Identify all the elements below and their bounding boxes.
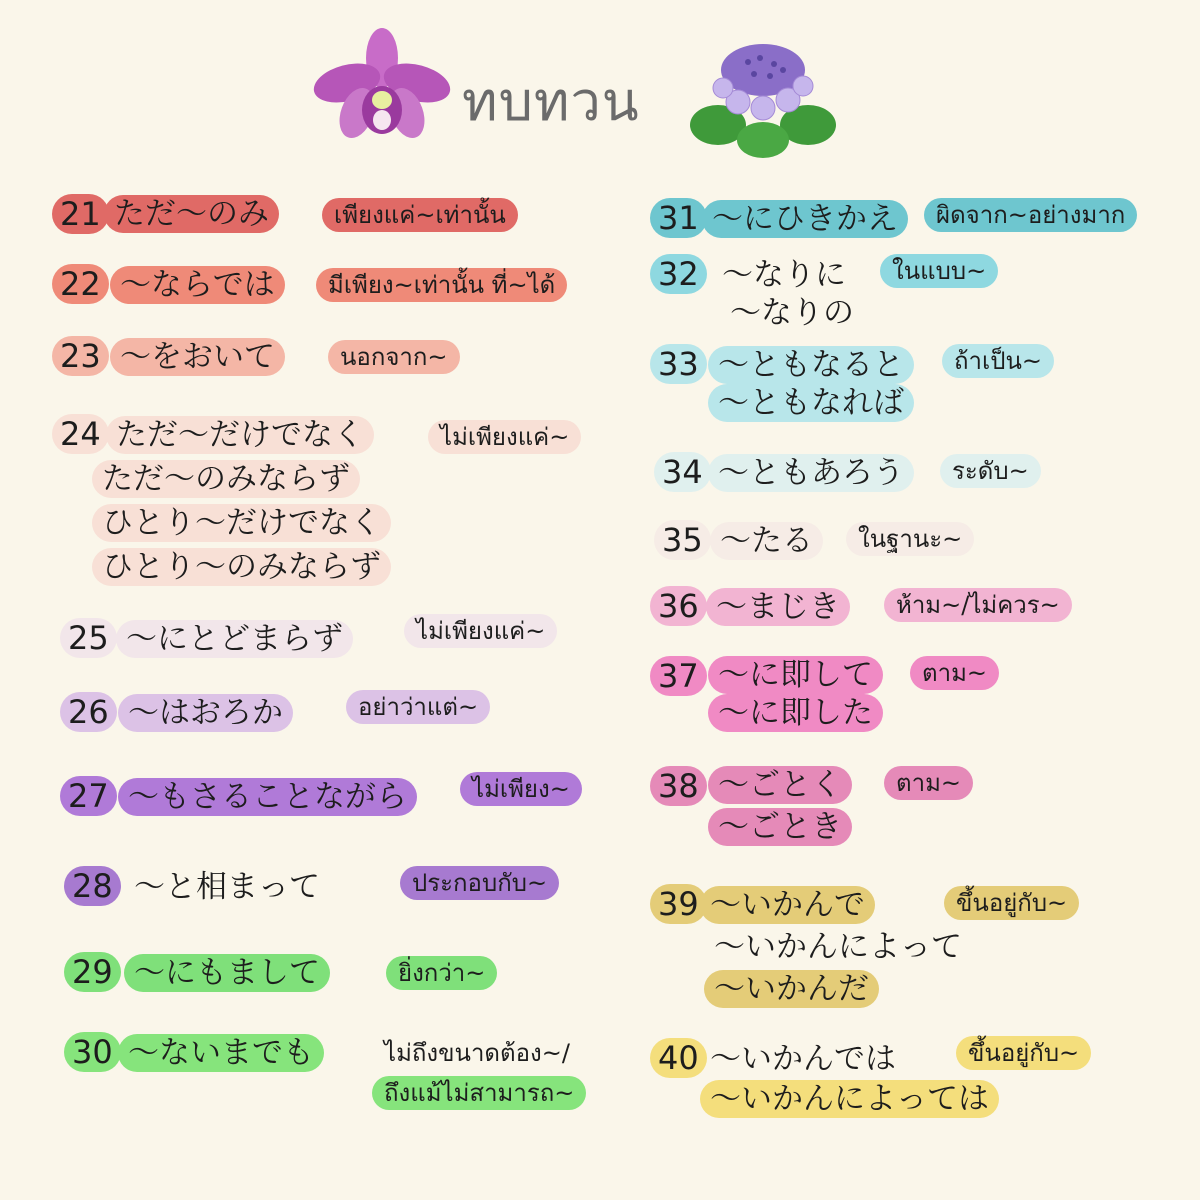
thai-meaning: ถ้าเป็น~ xyxy=(942,344,1054,378)
japanese-expression: ～ともなれば xyxy=(708,384,914,422)
japanese-expression: ～いかんで xyxy=(700,886,875,924)
japanese-expression: ～にとどまらず xyxy=(116,620,353,658)
entry-number: 30 xyxy=(64,1032,121,1072)
thai-meaning: ผิดจาก~อย่างมาก xyxy=(924,198,1137,232)
japanese-expression: ～ならでは xyxy=(110,266,285,304)
thai-meaning: อย่าว่าแต่~ xyxy=(346,690,490,724)
japanese-expression: ～ともなると xyxy=(708,346,914,384)
entry-number: 39 xyxy=(650,884,707,924)
thai-meaning: ขึ้นอยู่กับ~ xyxy=(956,1036,1091,1070)
entry-number: 27 xyxy=(60,776,117,816)
japanese-expression: ～いかんでは xyxy=(710,1041,896,1077)
thai-meaning: เพียงแค่~เท่านั้น xyxy=(322,198,518,232)
japanese-expression: ～に即して xyxy=(708,656,883,694)
entry-number: 40 xyxy=(650,1038,707,1078)
entry-number: 24 xyxy=(52,414,109,454)
entry-number: 37 xyxy=(650,656,707,696)
thai-meaning: ถึงแม้ไม่สามารถ~ xyxy=(372,1076,586,1110)
thai-meaning: ระดับ~ xyxy=(940,454,1041,488)
entry-number: 31 xyxy=(650,198,707,238)
japanese-expression: ～はおろか xyxy=(118,694,293,732)
japanese-expression: ～ごとき xyxy=(708,808,852,846)
thai-meaning: นอกจาก~ xyxy=(328,340,460,374)
thai-meaning: ในแบบ~ xyxy=(880,254,998,288)
thai-meaning: ไม่เพียง~ xyxy=(460,772,582,806)
japanese-expression: ～なりの xyxy=(730,295,854,331)
page-title: ทบทวน xyxy=(462,70,640,133)
japanese-expression: ～いかんだ xyxy=(704,970,879,1008)
japanese-expression: ひとり～のみならず xyxy=(92,548,391,586)
japanese-expression: ～もさることながら xyxy=(118,778,417,816)
japanese-expression: ～なりに xyxy=(722,257,846,293)
thai-meaning: ประกอบกับ~ xyxy=(400,866,559,900)
thai-meaning: ไม่เพียงแค่~ xyxy=(428,420,581,454)
japanese-expression: ただ～のみならず xyxy=(92,460,360,498)
japanese-expression: ひとり～だけでなく xyxy=(92,504,391,542)
thai-meaning: ไม่ถึงขนาดต้อง~/ xyxy=(384,1039,570,1067)
japanese-expression: ～と相まって xyxy=(134,869,320,905)
thai-meaning: มีเพียง~เท่านั้น ที่~ได้ xyxy=(316,268,567,302)
japanese-expression: ～ともあろう xyxy=(708,454,914,492)
thai-meaning: ห้าม~/ไม่ควร~ xyxy=(884,588,1072,622)
japanese-expression: ～に即した xyxy=(708,694,883,732)
thai-meaning: ไม่เพียงแค่~ xyxy=(404,614,557,648)
entry-number: 36 xyxy=(650,586,707,626)
entry-number: 35 xyxy=(654,520,711,560)
japanese-expression: ～にひきかえ xyxy=(702,200,908,238)
entry-number: 21 xyxy=(52,194,109,234)
entry-number: 28 xyxy=(64,866,121,906)
entry-number: 33 xyxy=(650,344,707,384)
thai-meaning: ในฐานะ~ xyxy=(846,522,974,556)
thai-meaning: ขึ้นอยู่กับ~ xyxy=(944,886,1079,920)
orchid-flower-icon xyxy=(312,28,452,148)
entry-number: 34 xyxy=(654,452,711,492)
japanese-expression: ただ～だけでなく xyxy=(106,416,374,454)
japanese-expression: ～まじき xyxy=(706,588,850,626)
japanese-expression: ～いかんによっては xyxy=(700,1080,999,1118)
entry-number: 23 xyxy=(52,336,109,376)
thai-meaning: ตาม~ xyxy=(884,766,973,800)
thai-meaning: ยิ่งกว่า~ xyxy=(386,956,497,990)
japanese-expression: ～ないまでも xyxy=(118,1034,324,1072)
hydrangea-flower-icon xyxy=(688,30,838,160)
thai-meaning: ตาม~ xyxy=(910,656,999,690)
entry-number: 22 xyxy=(52,264,109,304)
entry-number: 38 xyxy=(650,766,707,806)
japanese-expression: ～たる xyxy=(710,522,823,560)
japanese-expression: ～にもまして xyxy=(124,954,330,992)
japanese-expression: ～をおいて xyxy=(110,338,285,376)
japanese-expression: ～いかんによって xyxy=(714,929,962,965)
japanese-expression: ～ごとく xyxy=(708,766,852,804)
entry-number: 25 xyxy=(60,618,117,658)
entry-number: 29 xyxy=(64,952,121,992)
entry-number: 26 xyxy=(60,692,117,732)
entry-number: 32 xyxy=(650,254,707,294)
japanese-expression: ただ～のみ xyxy=(104,195,279,233)
